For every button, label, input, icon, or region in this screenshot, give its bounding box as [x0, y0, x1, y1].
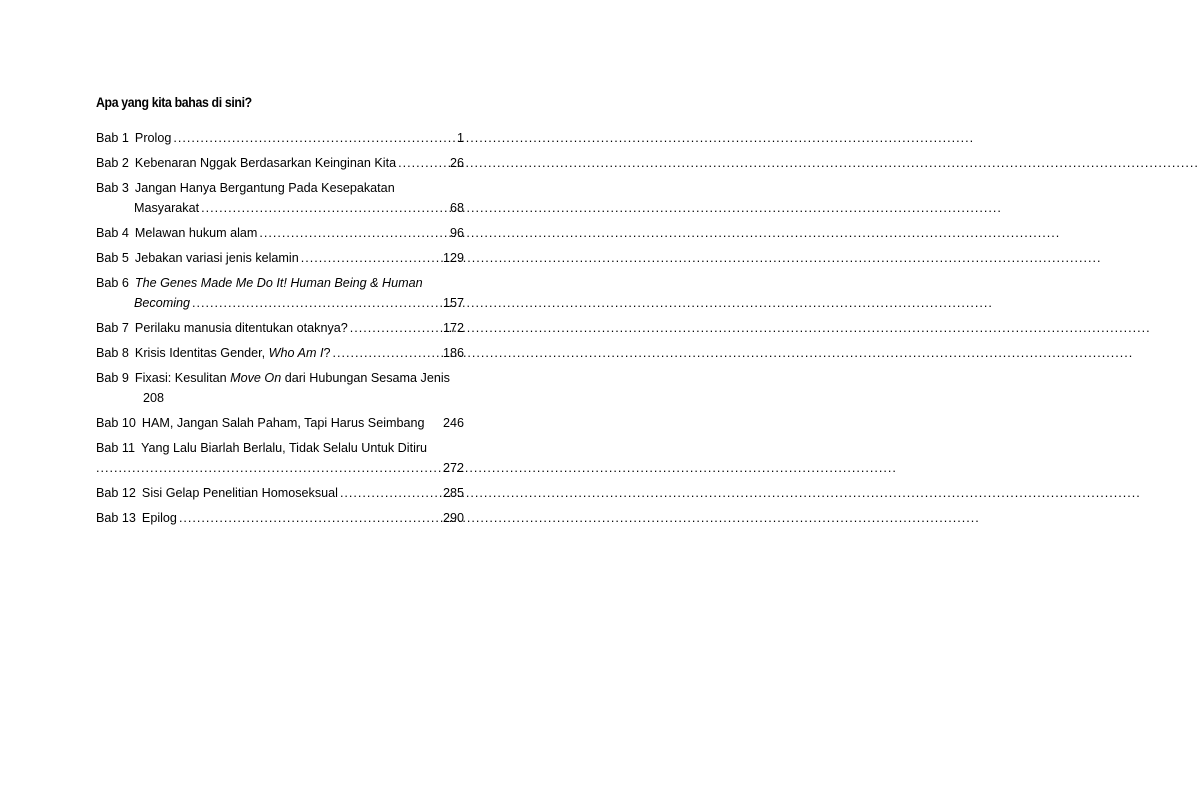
toc-entry-8[interactable]	[96, 343, 464, 363]
chapter-page: 285	[442, 486, 464, 500]
chapter-title-line2: Becoming	[134, 296, 191, 310]
chapter-title: Kebenaran Nggak Berdasarkan Keinginan Kita	[134, 156, 397, 170]
toc-entry-12[interactable]	[96, 483, 464, 503]
toc-entry-10[interactable]	[96, 413, 464, 433]
dot-leader	[179, 508, 440, 528]
dot-leader	[259, 223, 447, 243]
dot-leader	[340, 483, 440, 503]
toc-entry-9[interactable]	[96, 368, 464, 408]
dot-leader	[192, 293, 440, 313]
chapter-title: Prolog	[134, 131, 172, 145]
chapter-page: 208	[143, 391, 165, 405]
toc-entry-3[interactable]	[96, 178, 464, 218]
dot-leader	[398, 153, 447, 173]
chapter-number: Bab 7	[96, 321, 129, 335]
dot-leader	[201, 198, 447, 218]
toc-entry-11[interactable]	[96, 438, 464, 478]
chapter-title: Jebakan variasi jenis kelamin	[134, 251, 299, 265]
chapter-title-prefix: Fixasi: Kesulitan	[134, 371, 231, 385]
chapter-title-line1: Yang Lalu Biarlah Berlalu, Tidak Selalu Untuk Ditiru	[140, 441, 428, 455]
dot-leader	[332, 343, 440, 363]
chapter-number: Bab 13	[96, 511, 136, 525]
chapter-number: Bab 1	[96, 131, 129, 145]
chapter-page: 290	[442, 511, 464, 525]
toc-entry-2[interactable]	[96, 153, 464, 173]
chapter-number: Bab 11	[96, 441, 135, 455]
chapter-title: Perilaku manusia ditentukan otaknya?	[134, 321, 348, 335]
table-of-contents	[96, 128, 464, 533]
chapter-title: Sisi Gelap Penelitian Homoseksual	[141, 486, 338, 500]
chapter-page: 129	[442, 251, 464, 265]
chapter-title-suffix: ?	[323, 346, 331, 360]
chapter-page: 172	[442, 321, 464, 335]
toc-heading: Apa yang kita bahas di sini?	[96, 94, 252, 110]
chapter-page: 272	[442, 461, 464, 475]
chapter-title	[135, 368, 450, 388]
chapter-page: 26	[449, 156, 464, 170]
toc-entry-4[interactable]	[96, 223, 464, 243]
chapter-page: 96	[449, 226, 464, 240]
chapter-title: HAM, Jangan Salah Paham, Tapi Harus Seimbang	[141, 416, 425, 430]
chapter-title: Epilog	[141, 511, 177, 525]
chapter-number: Bab 5	[96, 251, 129, 265]
toc-entry-1[interactable]	[96, 128, 464, 148]
chapter-title: Melawan hukum alam	[134, 226, 258, 240]
chapter-number: Bab 9	[96, 371, 129, 385]
dot-leader	[301, 248, 440, 268]
dot-leader	[173, 128, 454, 148]
chapter-number: Bab 2	[96, 156, 129, 170]
chapter-title-line1: The Genes Made Me Do It! Human Being & Human	[134, 276, 423, 290]
document-page	[0, 0, 560, 793]
chapter-title-italic: Move On	[230, 371, 282, 385]
chapter-title-suffix: dari Hubungan Sesama Jenis	[281, 371, 450, 385]
dot-leader	[96, 458, 440, 478]
chapter-title-italic: Who Am I	[268, 346, 324, 360]
toc-entry-7[interactable]	[96, 318, 464, 338]
toc-entry-13[interactable]	[96, 508, 464, 528]
chapter-page: 68	[449, 201, 464, 215]
chapter-title-prefix: Krisis Identitas Gender,	[134, 346, 269, 360]
chapter-number: Bab 3	[96, 181, 129, 195]
chapter-number: Bab 6	[96, 276, 129, 290]
toc-entry-5[interactable]	[96, 248, 464, 268]
chapter-title-line2: Masyarakat	[134, 201, 200, 215]
chapter-page: 1	[456, 131, 464, 145]
toc-entry-6[interactable]	[96, 273, 464, 313]
chapter-number: Bab 8	[96, 346, 129, 360]
chapter-number: Bab 10	[96, 416, 136, 430]
chapter-title-line1: Jangan Hanya Bergantung Pada Kesepakatan	[134, 181, 395, 195]
chapter-page: 157	[442, 296, 464, 310]
chapter-number: Bab 4	[96, 226, 129, 240]
chapter-title	[135, 343, 331, 363]
chapter-page: 186	[442, 346, 464, 360]
dot-leader	[350, 318, 440, 338]
chapter-page: 246	[442, 416, 464, 430]
chapter-number: Bab 12	[96, 486, 136, 500]
